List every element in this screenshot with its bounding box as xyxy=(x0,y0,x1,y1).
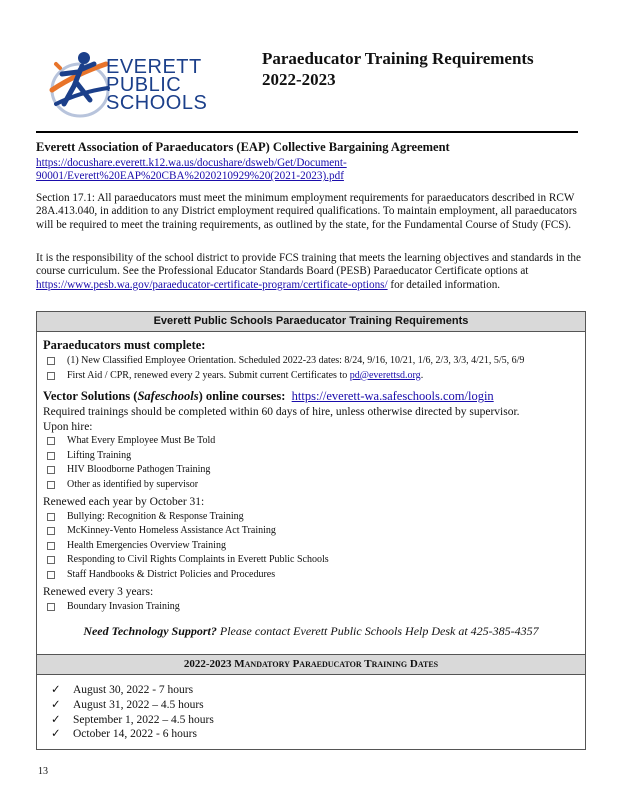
date-text: August 31, 2022 – 4.5 hours xyxy=(73,698,204,711)
list-item xyxy=(51,713,585,728)
requirements-header: Everett Public Schools Paraeducator Training Requirements xyxy=(37,312,585,332)
fcs-paragraph xyxy=(36,252,586,292)
mandatory-dates-header: 2022-2023 Mandatory Paraeducator Training Dates xyxy=(37,655,585,675)
mandatory-dates-list xyxy=(37,675,585,742)
list-item xyxy=(43,524,579,539)
checkbox-icon xyxy=(47,527,55,535)
checkbox-icon xyxy=(47,556,55,564)
vector-heading-italic: Safeschools xyxy=(137,389,199,403)
pd-email-link[interactable]: pd@everettsd.org xyxy=(349,369,421,381)
list-item xyxy=(43,434,579,449)
first-aid-label: First Aid / CPR, renewed every 2 years. Submit current Certificates to xyxy=(67,369,350,381)
first-aid-item xyxy=(43,369,579,384)
hire-item-text: What Every Employee Must Be Told xyxy=(67,435,216,446)
checkbox-icon xyxy=(47,357,55,365)
checkbox-icon xyxy=(47,452,55,460)
checkbox-icon xyxy=(47,603,55,611)
list-item xyxy=(43,478,579,493)
checkbox-icon xyxy=(47,437,55,445)
pesb-link[interactable]: https://www.pesb.wa.gov/paraeducator-certificate-program/certificate-options/ xyxy=(36,278,388,291)
list-item xyxy=(43,449,579,464)
upon-hire-label: Upon hire: xyxy=(43,420,93,433)
list-item xyxy=(43,539,579,554)
tech-support-note xyxy=(43,624,579,638)
checkbox-icon xyxy=(47,481,55,489)
checkbox-icon xyxy=(47,466,55,474)
checkmark-icon: ✓ xyxy=(51,684,61,696)
checkbox-icon xyxy=(47,372,55,380)
agreement-link-line2[interactable]: 90001/Everett%20EAP%20CBA%2020210929%20(2021-2023).pdf xyxy=(36,170,344,183)
list-item xyxy=(43,510,579,525)
date-text: September 1, 2022 – 4.5 hours xyxy=(73,713,214,726)
checkmark-icon: ✓ xyxy=(51,698,61,711)
date-text: August 30, 2022 - 7 hours xyxy=(73,684,194,696)
yearly-item-text: Bullying: Recognition & Response Training xyxy=(67,510,244,522)
yearly-item-text: Responding to Civil Rights Complaints in Everett Public Schools xyxy=(67,554,329,565)
list-item xyxy=(43,568,579,583)
renewed-3yr-label: Renewed every 3 years: xyxy=(43,586,154,598)
orientation-text: (1) New Classified Employee Orientation. Scheduled 2022-23 dates: 8/24, 9/16, 10/21, 1/6, 2/3, 3/3, 4/21, 5/5, 6/9 xyxy=(67,355,525,366)
hire-item-text: Lifting Training xyxy=(67,449,132,461)
logo-word-public: PUBLIC xyxy=(106,74,182,96)
requirements-box xyxy=(36,311,586,655)
agreement-link-line1[interactable]: https://docushare.everett.k12.wa.us/docushare/dsweb/Get/Document- xyxy=(36,157,347,169)
page-number: 13 xyxy=(38,766,48,777)
checkbox-icon xyxy=(47,571,55,579)
safeschools-link[interactable]: https://everett-wa.safeschools.com/login xyxy=(291,389,494,403)
list-item xyxy=(43,600,579,615)
hire-item-text: Other as identified by supervisor xyxy=(67,478,199,490)
list-item xyxy=(51,698,585,713)
orientation-item xyxy=(43,354,579,369)
hire-item-text: HIV Bloodborne Pathogen Training xyxy=(67,464,211,475)
vector-heading-end: ) online courses: xyxy=(198,389,286,403)
vector-heading xyxy=(43,389,579,403)
must-complete-heading: Paraeducators must complete: xyxy=(43,338,206,352)
tech-support-text: Please contact Everett Public Schools Help Desk at 425-385-4357 xyxy=(216,624,539,638)
list-item xyxy=(51,727,585,742)
list-item xyxy=(51,683,585,698)
list-item xyxy=(43,553,579,568)
fcs-paragraph-end: for detailed information. xyxy=(387,278,501,291)
list-item xyxy=(43,463,579,478)
checkbox-icon xyxy=(47,542,55,550)
page-title-line1: Paraeducator Training Requirements xyxy=(262,49,534,68)
renewed-yearly-label: Renewed each year by October 31: xyxy=(43,496,205,508)
checkbox-icon xyxy=(47,513,55,521)
first-aid-period: . xyxy=(420,369,424,381)
header-divider xyxy=(36,131,578,133)
yearly-item-text: Health Emergencies Overview Training xyxy=(67,539,226,551)
section-17-paragraph: Section 17.1: All paraeducators must meet the minimum employment requirements for paraeducators described in RCW 28A.413.040, in addition to any District employment required qualifications. To maintain employment, all paraeducators will be required to meet the training requirements, as outlined by the state, for the Fundamental Course of Study (FCS). xyxy=(36,192,577,231)
logo-wordmark xyxy=(106,58,207,112)
page-title xyxy=(262,48,534,90)
yearly-item-text: Staff Handbooks & District Policies and Procedures xyxy=(67,568,276,580)
date-text: October 14, 2022 - 6 hours xyxy=(73,728,197,741)
logo-word-schools: SCHOOLS xyxy=(106,92,208,114)
agreement-heading: Everett Association of Paraeducators (EAP) Collective Bargaining Agreement xyxy=(36,140,450,154)
checkmark-icon: ✓ xyxy=(51,728,61,741)
everett-public-schools-logo xyxy=(46,44,211,124)
yearly-item-text: McKinney-Vento Homeless Assistance Act Training xyxy=(67,525,276,536)
vector-heading-text: Vector Solutions ( xyxy=(43,389,138,403)
logo-word-everett: EVERETT xyxy=(106,56,202,78)
page-title-line2: 2022-2023 xyxy=(262,70,336,89)
required-note: Required trainings should be completed within 60 days of hire, unless otherwise directed by supervisor. xyxy=(43,406,520,418)
tech-support-bold: Need Technology Support? xyxy=(83,624,217,638)
fcs-paragraph-text: It is the responsibility of the school district to provide FCS training that meets the learning objectives and standards in the course curriculum. See the Professional Educator Standards Board (PESB) Paraeducator Certificate options at xyxy=(36,252,581,278)
three-yr-item-text: Boundary Invasion Training xyxy=(67,600,180,612)
first-aid-text xyxy=(67,369,423,384)
mandatory-dates-box xyxy=(36,654,586,750)
checkmark-icon: ✓ xyxy=(51,713,61,726)
agreement-link[interactable] xyxy=(36,157,586,184)
